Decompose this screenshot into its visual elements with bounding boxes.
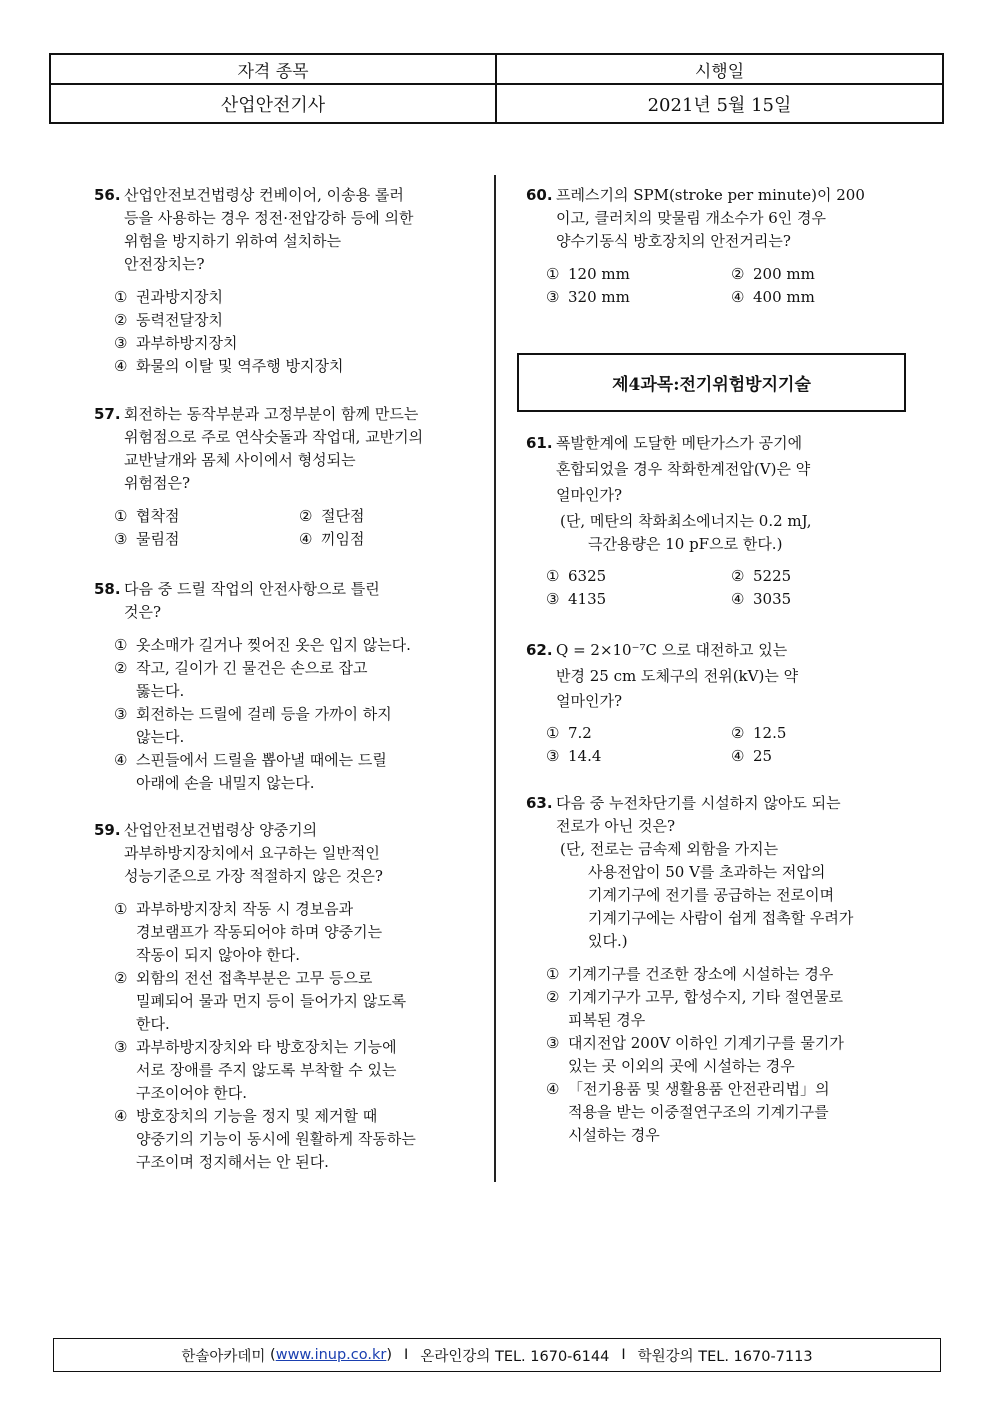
option-3[interactable]: ③ 4135 bbox=[546, 590, 607, 608]
question-text: 교반날개와 몸체 사이에서 형성되는 bbox=[124, 451, 356, 469]
question-note: 있다.) bbox=[588, 932, 628, 950]
options-list bbox=[94, 898, 489, 1174]
column-divider bbox=[494, 175, 496, 1182]
option-3[interactable]: ③ 물림점 bbox=[114, 530, 180, 548]
question-number: 59. bbox=[94, 821, 121, 839]
option-3[interactable]: ③ 320 mm bbox=[546, 288, 630, 306]
question-59 bbox=[94, 819, 489, 1174]
option-3[interactable]: ③ 과부하방지장치와 타 방호장치는 기능에 서로 장애를 주지 않도록 부착할 수 있는 구조이어야 한다. bbox=[114, 1038, 397, 1102]
header-row-labels bbox=[51, 55, 942, 85]
options-grid bbox=[526, 722, 926, 768]
question-text: 안전장치는? bbox=[124, 255, 205, 273]
options-grid bbox=[526, 263, 926, 309]
question-number: 62. bbox=[526, 641, 553, 659]
option-2[interactable]: ② 12.5 bbox=[731, 724, 787, 742]
footer-academy-tel: 학원강의 TEL. 1670-7113 bbox=[637, 1348, 813, 1365]
option-2[interactable]: ② 외함의 전선 접촉부분은 고무 등으로 밀폐되어 물과 먼지 등이 들어가지 않도록 한다. bbox=[114, 969, 407, 1033]
footer-brand: 한솔아카데미 bbox=[181, 1348, 266, 1365]
footer-online-tel: 온라인강의 TEL. 1670-6144 bbox=[420, 1348, 610, 1365]
question-text: 산업안전보건법령상 양중기의 bbox=[124, 821, 318, 839]
question-note: 사용전압이 50 V를 초과하는 저압의 bbox=[588, 863, 826, 881]
question-note: 극간용량은 10 pF으로 한다.) bbox=[588, 535, 783, 553]
footer-separator: I bbox=[404, 1347, 409, 1363]
question-number: 60. bbox=[526, 186, 553, 204]
question-text: Q = 2×10⁻⁷C 으로 대전하고 있는 bbox=[556, 641, 788, 659]
option-4[interactable]: ④ 25 bbox=[731, 747, 773, 765]
option-4[interactable]: ④ 「전기용품 및 생활용품 안전관리법」의 적용을 받는 이중절연구조의 기계기구를 시설하는 경우 bbox=[546, 1080, 830, 1144]
options-list bbox=[526, 963, 946, 1147]
date-label: 시행일 bbox=[694, 61, 745, 82]
question-number: 58. bbox=[94, 580, 121, 598]
footer-url-wrap: (www.inup.co.kr) bbox=[265, 1347, 393, 1363]
option-1[interactable]: ① 6325 bbox=[546, 567, 607, 585]
option-4[interactable]: ④ 400 mm bbox=[731, 288, 815, 306]
question-number: 63. bbox=[526, 794, 553, 812]
question-text: 위험점은? bbox=[124, 474, 191, 492]
option-4[interactable]: ④ 방호장치의 기능을 정지 및 제거할 때 양중기의 기능이 동시에 원활하게 작동하는 구조이며 정지해서는 안 된다. bbox=[114, 1107, 416, 1171]
question-number: 56. bbox=[94, 186, 121, 204]
option-3[interactable]: ③ 과부하방지장치 bbox=[114, 334, 238, 352]
question-text: 다음 중 누전차단기를 시설하지 않아도 되는 bbox=[556, 794, 841, 812]
option-3[interactable]: ③ 회전하는 드릴에 걸레 등을 가까이 하지 않는다. bbox=[114, 705, 392, 746]
option-3[interactable]: ③ 14.4 bbox=[546, 747, 602, 765]
option-1[interactable]: ① 기계기구를 건조한 장소에 시설하는 경우 bbox=[546, 965, 834, 983]
question-text: 얼마인가? bbox=[556, 486, 623, 504]
question-note: (단, 메탄의 착화최소에너지는 0.2 mJ, bbox=[560, 512, 812, 530]
subject-value: 산업안전기사 bbox=[51, 85, 497, 122]
question-text: 반경 25 cm 도체구의 전위(kV)는 약 bbox=[556, 667, 799, 685]
subject-label: 자격 종목 bbox=[51, 55, 497, 83]
options-grid bbox=[526, 565, 926, 611]
question-text: 이고, 클러치의 맞물림 개소수가 6인 경우 bbox=[556, 209, 826, 227]
option-4[interactable]: ④ 끼임점 bbox=[299, 530, 365, 548]
question-62 bbox=[526, 639, 926, 768]
question-text: 것은? bbox=[124, 603, 162, 621]
question-text: 과부하방지장치에서 요구하는 일반적인 bbox=[124, 844, 380, 862]
options-list bbox=[94, 634, 489, 795]
question-57 bbox=[94, 403, 489, 551]
option-1[interactable]: ① 협착점 bbox=[114, 507, 180, 525]
question-text: 산업안전보건법령상 컨베이어, 이송용 롤러 bbox=[124, 186, 404, 204]
question-text: 혼합되었을 경우 착화한계전압(V)은 약 bbox=[556, 460, 811, 478]
option-2[interactable]: ② 기계기구가 고무, 합성수지, 기타 절연물로 피복된 경우 bbox=[546, 988, 843, 1029]
footer-separator: I bbox=[621, 1347, 626, 1363]
option-4[interactable]: ④ 화물의 이탈 및 역주행 방지장치 bbox=[114, 357, 344, 375]
option-1[interactable]: ① 과부하방지장치 작동 시 경보음과 경보램프가 작동되어야 하며 양중기는 작동이 되지 않아야 한다. bbox=[114, 900, 383, 964]
question-text: 다음 중 드릴 작업의 안전사항으로 틀린 bbox=[124, 580, 380, 598]
question-58 bbox=[94, 578, 489, 795]
question-text: 성능기준으로 가장 적절하지 않은 것은? bbox=[124, 867, 383, 885]
question-text: 양수기동식 방호장치의 안전거리는? bbox=[556, 232, 791, 250]
option-4[interactable]: ④ 3035 bbox=[731, 590, 792, 608]
option-1[interactable]: ① 7.2 bbox=[546, 724, 592, 742]
question-61 bbox=[526, 432, 926, 611]
option-1[interactable]: ① 권과방지장치 bbox=[114, 288, 223, 306]
question-text: 등을 사용하는 경우 정전·전압강하 등에 의한 bbox=[124, 209, 414, 227]
question-56 bbox=[94, 184, 484, 378]
question-text: 회전하는 동작부분과 고정부분이 함께 만드는 bbox=[124, 405, 419, 423]
question-text: 프레스기의 SPM(stroke per minute)이 200 bbox=[556, 186, 865, 204]
option-2[interactable]: ② 동력전달장치 bbox=[114, 311, 223, 329]
option-2[interactable]: ② 5225 bbox=[731, 567, 792, 585]
question-60 bbox=[526, 184, 926, 309]
option-1[interactable]: ① 120 mm bbox=[546, 265, 630, 283]
header-row-values bbox=[51, 85, 942, 122]
options-grid bbox=[94, 505, 489, 551]
question-63 bbox=[526, 792, 946, 1147]
option-3[interactable]: ③ 대지전압 200V 이하인 기계기구를 물기가 있는 곳 이외의 곳에 시설하는 경우 bbox=[546, 1034, 844, 1075]
question-note: (단, 전로는 금속제 외함을 가지는 bbox=[560, 840, 779, 858]
exam-date-value: 2021년 5월 15일 bbox=[647, 94, 792, 116]
section-title-box bbox=[517, 353, 906, 412]
option-2[interactable]: ② 절단점 bbox=[299, 507, 365, 525]
option-2[interactable]: ② 200 mm bbox=[731, 265, 815, 283]
question-number: 61. bbox=[526, 434, 553, 452]
options-list bbox=[94, 286, 484, 378]
option-4[interactable]: ④ 스핀들에서 드릴을 뽑아낼 때에는 드릴 아래에 손을 내밀지 않는다. bbox=[114, 751, 387, 792]
question-text: 전로가 아닌 것은? bbox=[556, 817, 676, 835]
header-table bbox=[49, 53, 944, 124]
question-text: 폭발한계에 도달한 메탄가스가 공기에 bbox=[556, 434, 803, 452]
question-text: 얼마인가? bbox=[556, 692, 623, 710]
question-note: 기계기구에 전기를 공급하는 전로이며 bbox=[588, 886, 835, 904]
footer-bar bbox=[53, 1338, 941, 1372]
section-title: 제4과목:전기위험방지기술 bbox=[612, 375, 811, 395]
option-2[interactable]: ② 작고, 길이가 긴 물건은 손으로 잡고 뚫는다. bbox=[114, 659, 368, 700]
question-text: 위험을 방지하기 위하여 설치하는 bbox=[124, 232, 342, 250]
option-1[interactable]: ① 옷소매가 길거나 찢어진 옷은 입지 않는다. bbox=[114, 636, 411, 654]
question-note: 기계기구에는 사람이 쉽게 접촉할 우려가 bbox=[588, 909, 854, 927]
question-number: 57. bbox=[94, 405, 121, 423]
question-text: 위험점으로 주로 연삭숫돌과 작업대, 교반기의 bbox=[124, 428, 424, 446]
footer-url-link[interactable]: www.inup.co.kr bbox=[275, 1347, 387, 1363]
